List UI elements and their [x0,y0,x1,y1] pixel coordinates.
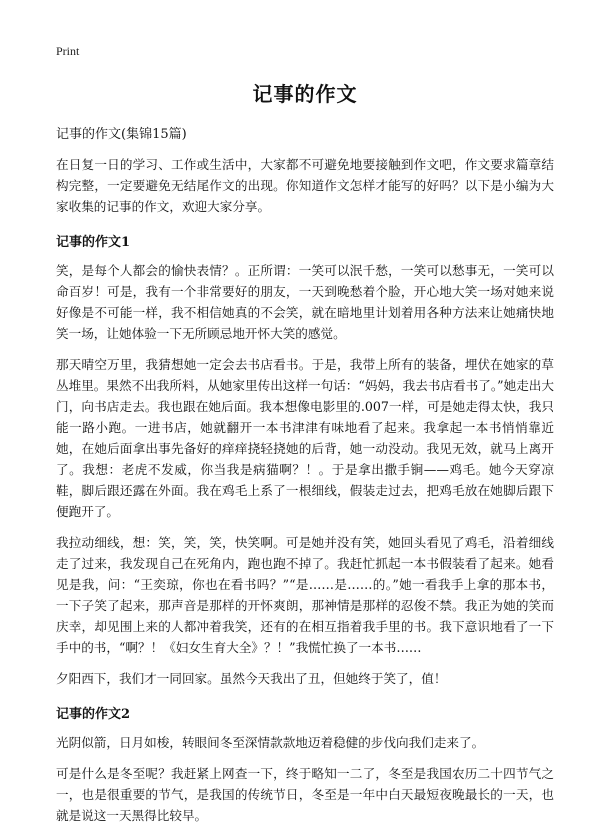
section-heading-2: 记事的作文2 [56,707,131,722]
document-subtitle: 记事的作文(集锦15篇) [56,127,187,142]
section-1-paragraph-3: 我拉动细线，想：笑，笑，笑，快笑啊。可是她并没有笑，她回头看见了鸡毛，沿着细线走了过来，我发现自己在死角内，跑也跑不掉了。我赶忙抓起一本书假装看了起来。她看见是我，问：“王奕琼，你也在看书吗？”“是……是……的。”她一看我手上拿的那本书，一下子笑了起来，那声音是那样的开怀爽朗，那神情是那样的忍俊不禁。我正为她的笑而庆幸，却见围上来的人都冲着我笑，还有的在相互指着我手里的书。我下意识地看了一下手中的书，“啊？！《妇女生育大全》？！”我慌忙换了一本书…… [56,535,554,655]
section-1-paragraph-2: 那天晴空万里，我猜想她一定会去书店看书。于是，我带上所有的装备，埋伏在她家的草丛堆里。果然不出我所料，从她家里传出这样一句话：“妈妈，我去书店看书了。”她走出大门，向书店走去。我也跟在她后面。我本想像电影里的.007一样，可是她走得太快，我只能一路小跑。一进书店，她就翻开一本书津津有味地看了起来。我拿起一本书悄悄靠近她，在她后面拿出事先备好的痒痒挠轻挠她的后背，她一动没动。我见无效，就马上离开了。我想：老虎不发威，你当我是病猫啊？！。于是拿出撒手锏——鸡毛。她今天穿凉鞋，脚后跟还露在外面。我在鸡毛上系了一根细线，假装走过去，把鸡毛放在她脚后跟下便跑开了。 [56,357,554,519]
section-1-paragraph-1: 笑，是每个人都会的愉快表情？。正所谓：一笑可以泯千愁，一笑可以愁事无，一笑可以命百岁！可是，我有一个非常要好的朋友，一天到晚愁着个脸，开心地大笑一场对她来说好像是不可能一样，我不相信她真的不会笑，就在暗地里计划着用各种方法来让她痛快地笑一场，让她体验一下无所顾忌地开怀大笑的感觉。 [56,263,554,341]
section-2-paragraph-2: 可是什么是冬至呢？我赶紧上网查一下，终于略知一二了，冬至是我国农历二十四节气之一，也是很重要的节气，是我国的传统节日，冬至是一年中白天最短夜晚最长的一天，也就是说这一天黑得比较早。 [56,766,554,823]
section-2-paragraph-1: 光阴似箭，日月如梭，转眼间冬至深情款款地迈着稳健的步伐向我们走来了。 [56,735,485,750]
page-title: 记事的作文 [252,82,358,106]
intro-paragraph: 在日复一日的学习、工作或生活中，大家都不可避免地要接触到作文吧，作文要求篇章结构完整，一定要避免无结尾作文的出现。你知道作文怎样才能写的好吗？以下是小编为大家收集的记事的作文，欢迎大家分享。 [56,157,554,214]
print-link[interactable]: Print [56,44,80,58]
document-body [56,78,554,836]
section-heading-1: 记事的作文1 [56,235,131,250]
section-1-paragraph-4: 夕阳西下，我们才一同回家。虽然今天我出了丑，但她终于笑了，值！ [56,671,447,686]
